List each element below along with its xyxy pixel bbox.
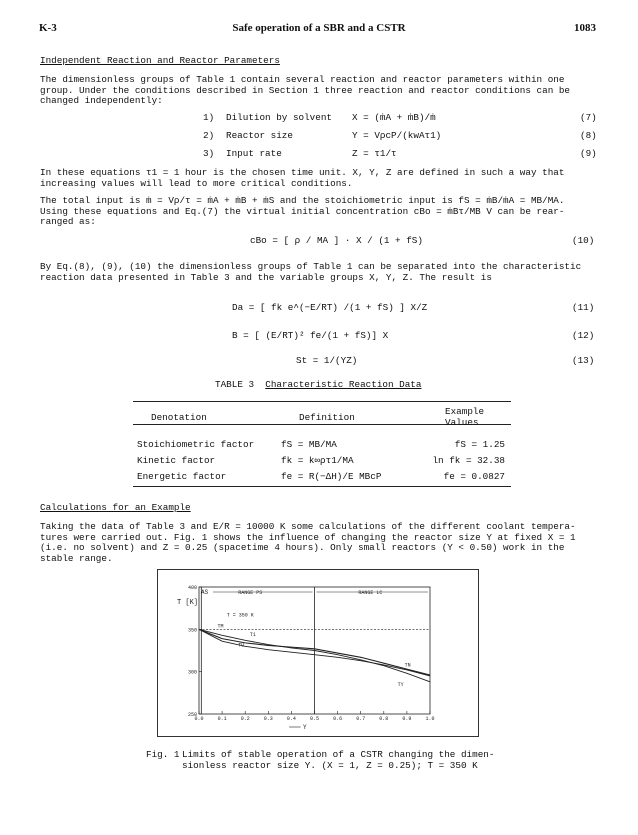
table-cell: ln fk = 32.38 xyxy=(432,454,505,466)
text-line: The total input is ṁ = Vρ/τ = ṁA + ṁB + ṁS and the stoichiometric input is fS = ṁB/ṁA = MB/MA. xyxy=(40,195,565,206)
x-tick-label: 0.9 xyxy=(402,716,412,722)
equation: Z = τ1/τ xyxy=(352,148,397,159)
equation: Y = VρcP/(kwAτ1) xyxy=(352,130,442,141)
equation-13: St = 1/(YZ) xyxy=(296,355,358,366)
x-tick-label: 1.0 xyxy=(425,716,435,722)
text-line: Limits of stable operation of a CSTR changing the dimen- xyxy=(182,749,495,760)
item-number: 1) xyxy=(203,112,215,123)
table-caption xyxy=(215,380,421,391)
x-axis-label: Y xyxy=(302,724,307,731)
text-line: By Eq.(8), (9), (10) the dimensionless groups of Table 1 can be separated into the characteristic xyxy=(40,261,582,272)
text-line: tures were carried out. Fig. 1 shows the influence of changing the reactor size Y at fixed X = 1 xyxy=(40,531,576,543)
table-caption-title: Characteristic Reaction Data xyxy=(265,379,422,390)
text-line: stable range. xyxy=(40,552,113,564)
y-tick-label: 300 xyxy=(187,669,197,676)
x-tick-label: 0.7 xyxy=(356,716,366,722)
item-label: Dilution by solvent xyxy=(226,112,333,123)
curve-label: TU xyxy=(238,642,245,649)
table-row xyxy=(137,468,509,484)
text-line: The dimensionless groups of Table 1 contain several reaction and reactor parameters within one xyxy=(40,74,565,85)
item-number: 2) xyxy=(203,130,215,141)
table-cell: Energetic factor xyxy=(137,470,227,482)
paragraph xyxy=(40,522,615,564)
text-line: (i.e. no solvent) and Z = 0.25 (spacetime 4 hours). Only small reactors (Y < 0.50) work in the xyxy=(40,542,565,554)
equation-number: (10) xyxy=(572,235,595,246)
equation-12: B = [ (E/RT)² fe/(1 + fS)] X xyxy=(232,330,389,341)
item-label: Reactor size xyxy=(226,130,293,141)
page-number: 1083 xyxy=(574,22,596,34)
range-label: AS xyxy=(201,589,209,596)
x-tick-label: 0.0 xyxy=(194,716,204,722)
table-cell: fk = k∞ρτ1/MA xyxy=(281,454,354,466)
column-header: Denotation xyxy=(151,411,207,423)
stability-chart xyxy=(157,569,479,737)
y-tick-label: 350 xyxy=(187,627,197,634)
paragraph xyxy=(40,196,615,228)
table-cell: fS = 1.25 xyxy=(454,438,505,450)
curve-label: TM xyxy=(217,623,224,630)
text-line: reaction data presented in Table 3 and the variable groups X, Y, Z. The result is xyxy=(40,271,492,283)
text-line: sionless reactor size Y. (X = 1, Z = 0.25); T = 350 K xyxy=(182,759,478,771)
table-cell: fe = 0.0827 xyxy=(443,470,505,482)
curve-label: TN xyxy=(404,662,411,669)
table-cell: fe = R(−ΔH)/E MBcP xyxy=(281,470,382,482)
curve-label: T = 350 K xyxy=(226,612,254,619)
reaction-data-table xyxy=(137,406,509,484)
paragraph xyxy=(40,262,615,283)
range-label: RANGE PS xyxy=(238,590,263,596)
equation-number: (9) xyxy=(580,148,597,159)
x-tick-label: 0.4 xyxy=(286,716,296,722)
table-caption-label: TABLE 3 xyxy=(215,379,255,390)
equation-number: (12) xyxy=(572,330,595,341)
item-number: 3) xyxy=(203,148,215,159)
equation-10: cBo = [ ρ / MA ] · X / (1 + fS) xyxy=(250,235,423,246)
text-line: Taking the data of Table 3 and E/R = 10000 K some calculations of the different coolant tempera- xyxy=(40,521,576,532)
text-line: In these equations τ1 = 1 hour is the chosen time unit. X, Y, Z are defined in such a way that xyxy=(40,167,565,178)
table-row xyxy=(137,436,509,452)
table-bottom-rule xyxy=(133,486,511,487)
y-axis-label: T [K] xyxy=(177,599,199,607)
curve-label: TY xyxy=(397,682,404,689)
equation-number: (8) xyxy=(580,130,597,141)
table-cell: fS = MB/MA xyxy=(281,438,337,450)
x-tick-label: 0.1 xyxy=(217,716,227,722)
equation-number: (13) xyxy=(572,355,595,366)
x-tick-label: 0.3 xyxy=(263,716,273,722)
equation-number: (7) xyxy=(580,112,597,123)
equation: X = (ṁA + ṁB)/ṁ xyxy=(352,112,436,123)
paragraph xyxy=(40,75,605,107)
text-line: increasing values will lead to more critical conditions. xyxy=(40,177,353,189)
x-tick-label: 0.5 xyxy=(309,716,320,722)
range-label: RANGE LC xyxy=(358,590,383,596)
item-label: Input rate xyxy=(226,148,282,159)
figure-caption-label: Fig. 1 xyxy=(146,749,180,760)
paragraph xyxy=(40,168,605,189)
x-tick-label: 0.8 xyxy=(379,716,389,722)
column-header: Definition xyxy=(299,411,355,423)
figure-caption xyxy=(182,750,494,771)
parameter-list xyxy=(0,113,638,163)
text-line: group. Under the conditions described in Section 1 three reaction and reactor conditions can be xyxy=(40,84,571,96)
curve-label: T1 xyxy=(249,632,256,639)
running-title: Safe operation of a SBR and a CSTR xyxy=(232,22,406,34)
equation-number: (11) xyxy=(572,302,595,313)
y-tick-label: 400 xyxy=(187,585,197,591)
y-tick-label: 250 xyxy=(187,712,197,718)
table-cell: Kinetic factor xyxy=(137,454,216,466)
text-line: Using these equations and Eq.(7) the virtual initial concentration cBo = ṁBτ/MB V can be rear- xyxy=(40,205,565,217)
column-header: Example Values xyxy=(445,406,485,428)
page-label: K-3 xyxy=(39,22,57,34)
table-row xyxy=(137,452,509,468)
section-heading: Independent Reaction and Reactor Parameters xyxy=(40,55,280,66)
table-top-rule xyxy=(133,401,511,402)
text-line: changed independently: xyxy=(40,95,163,107)
table-header-row xyxy=(137,406,509,428)
x-tick-label: 0.6 xyxy=(333,716,343,722)
x-tick-label: 0.2 xyxy=(240,716,250,722)
text-line: ranged as: xyxy=(40,216,96,228)
equation-11: Da = [ fk e^(−E/RT) /(1 + fS) ] X/Z xyxy=(232,302,428,313)
table-cell: Stoichiometric factor xyxy=(137,438,255,450)
section-heading: Calculations for an Example xyxy=(40,502,191,513)
